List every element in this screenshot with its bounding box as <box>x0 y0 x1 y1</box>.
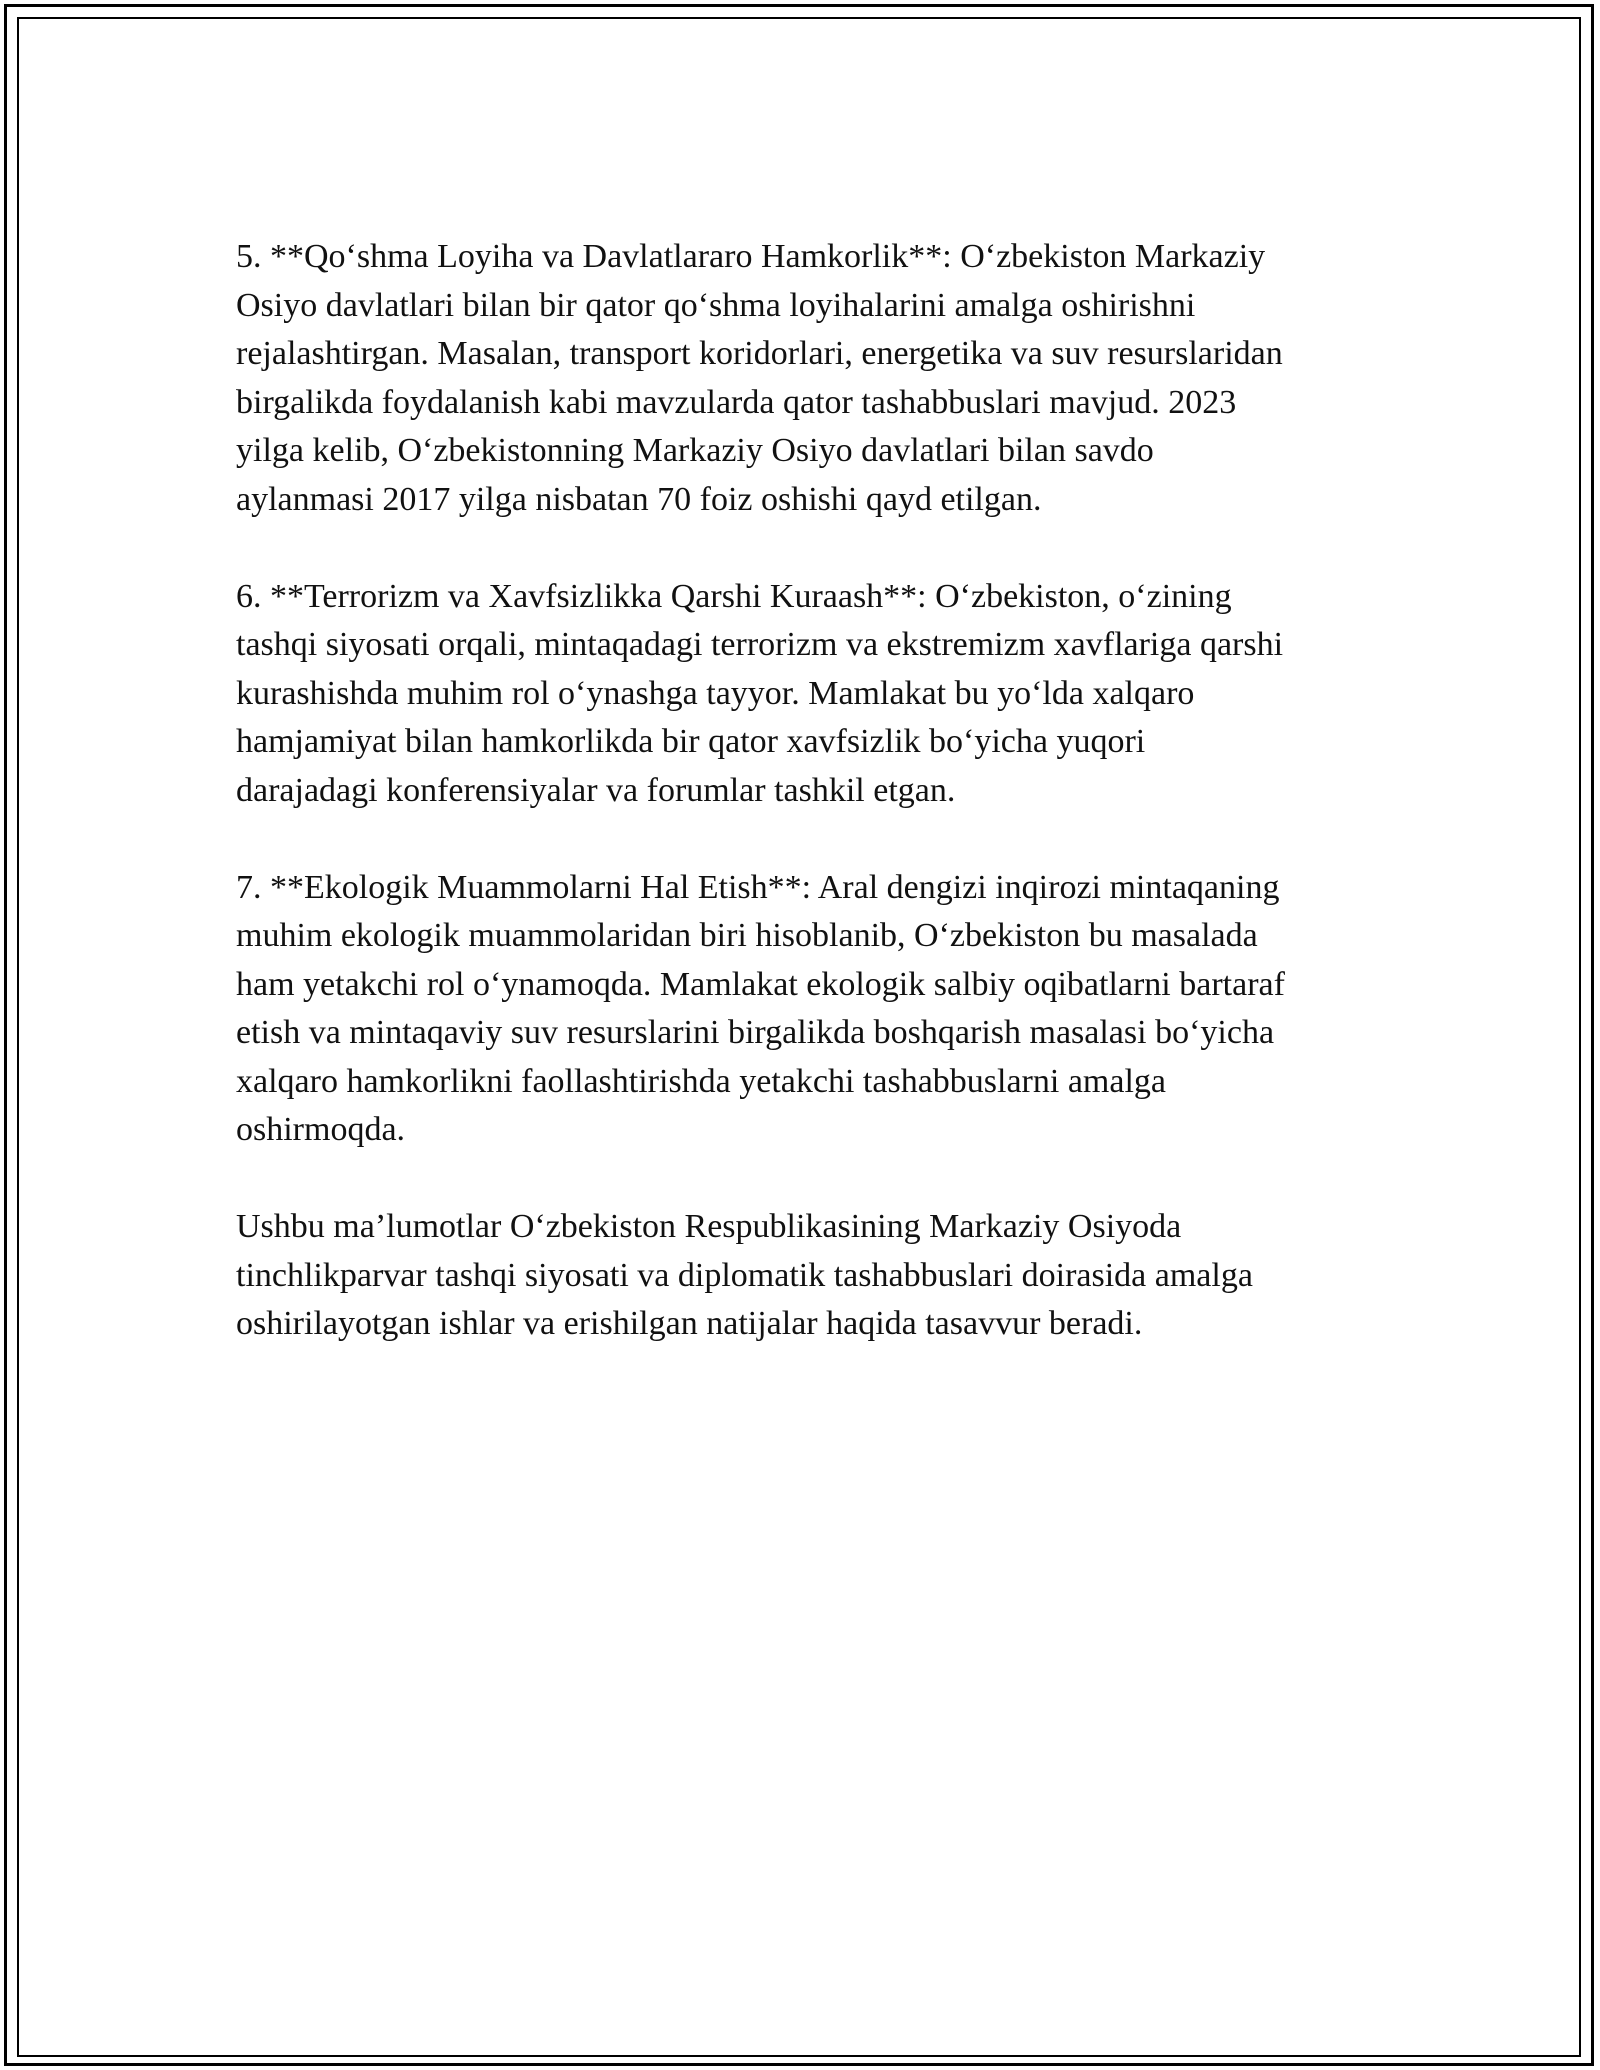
document-body <box>236 233 1376 1397</box>
paragraph-security: 6. **Terrorizm va Xavfsizlikka Qarshi Kuraash**: O‘zbekiston, o‘zining tashqi siyosati orqali, mintaqadagi terrorizm va ekstremizm xavflariga qarshi kurashishda muhim rol o‘ynashga tayyor. Mamlakat bu yo‘lda xalqaro hamjamiyat bilan hamkorlikda bir qator xavfsizlik bo‘yicha yuqori darajadagi konferensiyalar va forumlar tashkil etgan. <box>236 577 1284 809</box>
paragraph-conclusion: Ushbu ma’lumotlar O‘zbekiston Respublikasining Markaziy Osiyoda tinchlikparvar tashqi siyosati va diplomatik tashabbuslari doirasida amalga oshirilayotgan ishlar va erishilgan natijalar haqida tasavvur beradi. <box>236 1208 1253 1342</box>
paragraph-joint-projects: 5. **Qo‘shma Loyiha va Davlatlararo Hamkorlik**: O‘zbekiston Markaziy Osiyo davlatlari bilan bir qator qo‘shma loyihalarini amalga oshirishni rejalashtirgan. Masalan, transport koridorlari, energetika va suv resurslaridan birgalikda foydalanish kabi mavzularda qator tashabbuslari mavjud. 2023 yilga kelib, O‘zbekistonning Markaziy Osiyo davlatlari bilan savdo aylanmasi 2017 yilga nisbatan 70 foiz oshishi qayd etilgan. <box>236 238 1283 518</box>
paragraph-ecology: 7. **Ekologik Muammolarni Hal Etish**: Aral dengizi inqirozi mintaqaning muhim ekologik muammolaridan biri hisoblanib, O‘zbekiston bu masalada ham yetakchi rol o‘ynamoqda. Mamlakat ekologik salbiy oqibatlarni bartaraf etish va mintaqaviy suv resurslarini birgalikda boshqarish masalasi bo‘yicha xalqaro hamkorlikni faollashtirishda yetakchi tashabbuslarni amalga oshirmoqda. <box>236 868 1285 1148</box>
